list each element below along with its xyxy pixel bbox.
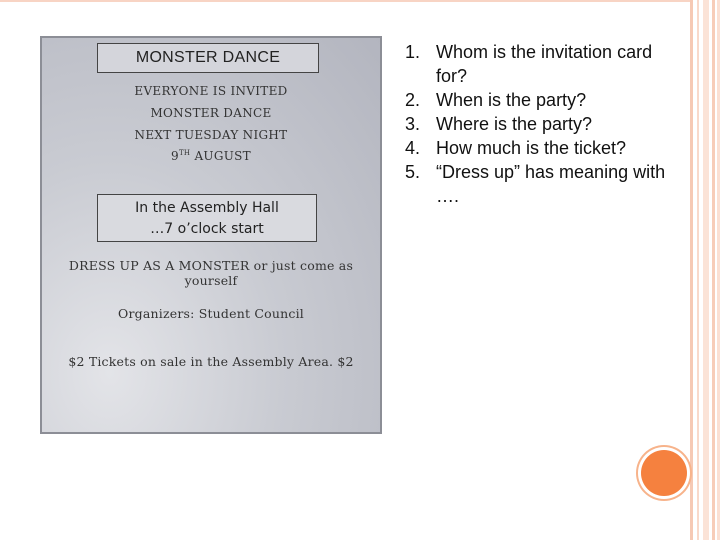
question-list — [405, 40, 685, 208]
venue-box — [97, 194, 317, 242]
date-suffix: TH — [178, 149, 191, 157]
decor-stripe — [690, 0, 693, 540]
question-text: Where is the party? — [436, 114, 593, 134]
invitation-poster — [40, 36, 382, 434]
decor-stripe — [697, 0, 699, 540]
poster-line-dance: MONSTER DANCE — [150, 106, 272, 120]
question-item — [405, 40, 685, 88]
question-item — [405, 88, 685, 112]
start-time-line: …7 o’clock start — [150, 221, 264, 237]
question-number: 3. — [405, 114, 421, 134]
poster-line-invited: EVERYONE IS INVITED — [134, 84, 288, 98]
question-text: “Dress up” has meaning with …. — [436, 162, 666, 206]
date-month: AUGUST — [194, 149, 251, 163]
question-number: 1. — [405, 42, 421, 62]
question-text: Whom is the invitation card for? — [436, 42, 653, 86]
decor-stripe — [712, 0, 715, 540]
question-item — [405, 136, 685, 160]
poster-title: MONSTER DANCE — [97, 43, 319, 73]
question-number: 4. — [405, 138, 421, 158]
decor-stripe — [703, 0, 709, 540]
poster-line-day: NEXT TUESDAY NIGHT — [134, 128, 288, 142]
poster-line-date — [42, 149, 380, 163]
top-border-line — [0, 0, 690, 2]
question-item — [405, 160, 685, 208]
tickets-line: $2 Tickets on sale in the Assembly Area. $2 — [68, 354, 354, 369]
orange-circle-decoration — [641, 450, 687, 496]
organizers-line: Organizers: Student Council — [118, 306, 304, 321]
question-item — [405, 112, 685, 136]
question-number: 5. — [405, 162, 421, 182]
question-number: 2. — [405, 90, 421, 110]
venue-line: In the Assembly Hall — [135, 200, 279, 216]
date-day: 9 — [171, 149, 179, 163]
question-text: How much is the ticket? — [436, 138, 627, 158]
question-text: When is the party? — [436, 90, 587, 110]
dress-code-line: DRESS UP AS A MONSTER or just come as yourself — [68, 258, 354, 288]
